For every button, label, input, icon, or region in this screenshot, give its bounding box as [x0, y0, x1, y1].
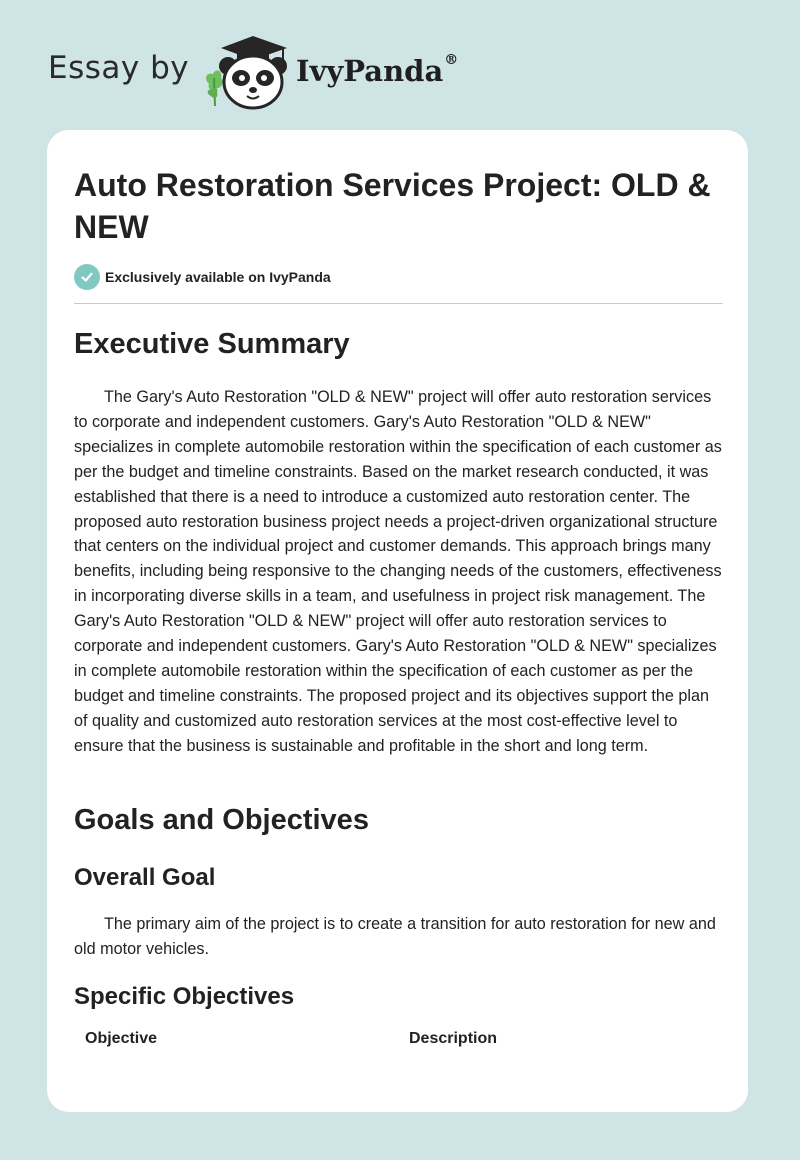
executive-summary-paragraph: The Gary's Auto Restoration "OLD & NEW" project will offer auto restoration services to corporate and independent customers. Gary's Auto Restoration "OLD & NEW" specializes in complete automobile restoration within the specification of each customer as per the budget and timeline constraints. Based on the market research conducted, it was established that there is a need to introduce a customized auto restoration center. The proposed auto restoration business project needs a project-driven organizational structure that centers on the individual project and customer demands. This approach brings many benefits, including being responsive to the changing needs of the customers, effectiveness in incorporating diverse skills in a team, and usefulness in project risk management. The Gary's Auto Restoration "OLD & NEW" project will offer auto restoration services to corporate and independent customers. Gary's Auto Restoration "OLD & NEW" specializes in complete automobile restoration within the specification of each customer as per the budget and timeline constraints. The proposed project and its objectives support the plan of quality and customized auto restoration services at the most cost-effective level to ensure that the business is sustainable and profitable in the short and long term.: [74, 388, 722, 755]
checkmark-icon: [74, 264, 100, 290]
objectives-table-header: [85, 1030, 715, 1048]
site-header: [0, 0, 800, 130]
column-header-objective: Objective: [85, 1030, 158, 1047]
page-title: Auto Restoration Services Project: OLD & NEW: [74, 167, 711, 245]
essay-by-label: Essay by: [48, 50, 190, 86]
panda-logo-icon[interactable]: [203, 34, 291, 110]
title-divider: [74, 303, 723, 304]
registered-mark: ®: [444, 52, 459, 69]
brand-name[interactable]: [296, 54, 458, 88]
subheading-overall-goal: Overall Goal: [74, 864, 216, 891]
subheading-specific-objectives: Specific Objectives: [74, 983, 295, 1010]
section-heading-executive-summary: Executive Summary: [74, 328, 350, 360]
overall-goal-paragraph: The primary aim of the project is to create a transition for auto restoration for new and old motor vehicles.: [74, 915, 716, 958]
brand-text: IvyPanda: [296, 54, 444, 88]
exclusive-badge: [74, 264, 331, 290]
exclusive-badge-label: Exclusively available on IvyPanda: [105, 269, 331, 285]
column-header-description: Description: [409, 1030, 498, 1047]
article-card: [47, 130, 748, 1112]
section-heading-goals-objectives: Goals and Objectives: [74, 804, 369, 836]
